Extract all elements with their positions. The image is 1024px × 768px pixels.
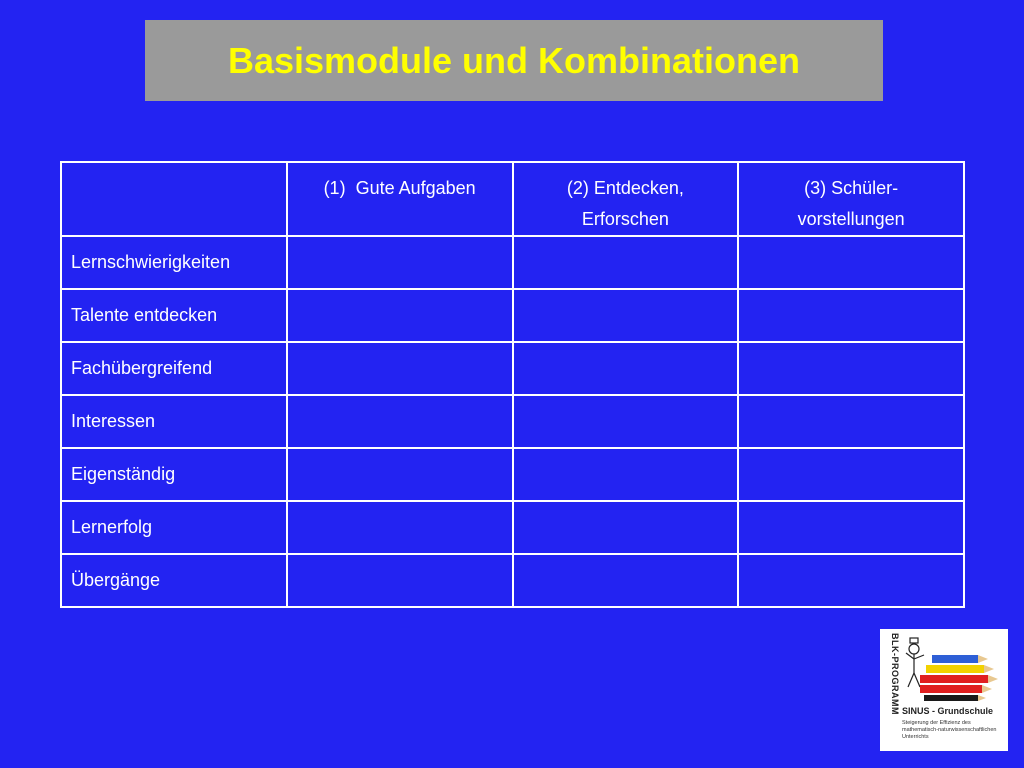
slide-title-box [145,20,883,101]
header-cell-gute-aufgaben [287,162,513,236]
table-row [61,448,964,501]
logo-blk-programm-text: BLK-PROGRAMM [890,633,900,715]
table-cell [513,501,739,554]
table-row [61,554,964,607]
table-cell [738,448,964,501]
row-label-interessen: Interessen [61,395,287,448]
row-label-lernschwierigkeiten: Lernschwierigkeiten [61,236,287,289]
table-cell [513,236,739,289]
table-cell [738,554,964,607]
table-cell [513,554,739,607]
table-row [61,395,964,448]
row-label-eigenstaendig: Eigenständig [61,448,287,501]
logo-pencil-red-icon [920,675,998,693]
logo-pencil-yellow-icon [926,665,994,673]
row-label-lernerfolg: Lernerfolg [61,501,287,554]
table-row [61,289,964,342]
table-cell [513,395,739,448]
table-cell [738,501,964,554]
header-col3-line1: (3) Schüler- [804,178,899,198]
slide-title: Basismodule und Kombinationen [227,39,801,81]
table-cell [287,342,513,395]
header-corner-cell [61,162,287,236]
logo-pencils-graphic [880,629,1008,707]
table-row [61,236,964,289]
logo-pencil-blue-icon [932,655,988,663]
header-cell-schuelervorstellungen [738,162,964,236]
header-col2-line1: (2) Entdecken, [566,178,684,198]
module-combination-table [60,161,965,608]
table-cell [287,395,513,448]
table-cell [287,289,513,342]
row-label-uebergaenge: Übergänge [61,554,287,607]
header-col2-line2: Erforschen [581,209,669,229]
table-cell [738,236,964,289]
header-col1-label: Gute Aufgaben [355,178,476,198]
table-header-row [61,162,964,236]
header-col3-line2: vorstellungen [797,209,905,229]
row-label-talente-entdecken: Talente entdecken [61,289,287,342]
table-cell [738,289,964,342]
sinus-grundschule-logo [880,629,1008,751]
table-cell [287,236,513,289]
table-cell [287,554,513,607]
table-cell [738,342,964,395]
table-cell [513,342,739,395]
logo-sub-text: Steigerung der Effizienz des mathematisch-naturwissenschaftlichen Unterrichts [902,720,997,740]
logo-main-text: SINUS - Grundschule [902,706,994,716]
table-cell [287,448,513,501]
table-row [61,501,964,554]
table-cell [738,395,964,448]
table-cell [287,501,513,554]
logo-pencil-black-icon [924,695,986,701]
table-cell [513,448,739,501]
header-col1-number: (1) [323,178,346,198]
header-cell-entdecken [513,162,739,236]
table-row [61,342,964,395]
row-label-fachuebergreifend: Fachübergreifend [61,342,287,395]
table-cell [513,289,739,342]
